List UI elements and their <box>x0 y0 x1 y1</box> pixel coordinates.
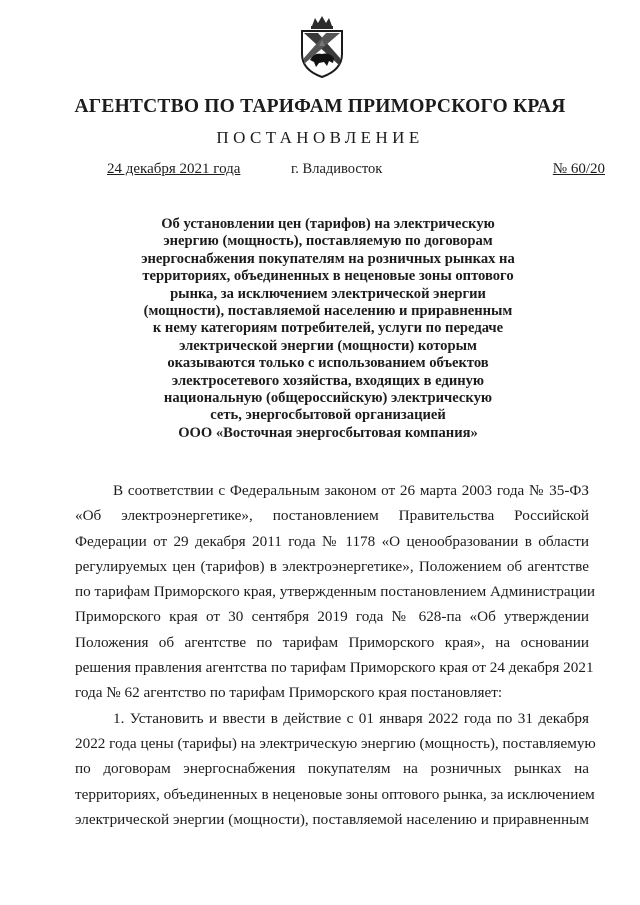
subject-line: к нему категориям потребителей, услуги по передаче <box>152 320 504 337</box>
document-subject <box>140 216 516 442</box>
body-line: по договорам энергоснабжения покупателям на розничных рынках на <box>75 760 589 778</box>
subject-line: территориях, объединенных в неценовые зоны оптового <box>142 268 514 285</box>
body-line: Федерации от 29 декабря 2011 года № 1178 «О ценообразовании в области <box>75 532 589 550</box>
document-body <box>75 478 596 832</box>
body-line: решения правления агентства по тарифам Приморского края от 24 декабря 2021 <box>75 659 594 677</box>
body-line: территориях, объединенных в неценовые зоны оптового рынка, за исключением <box>75 785 595 803</box>
document-number: № 60/20 <box>552 161 605 177</box>
body-line: 2022 года цены (тарифы) на электрическую энергию (мощность), поставляемую <box>75 734 596 752</box>
agency-title: АГЕНТСТВО ПО ТАРИФАМ ПРИМОРСКОГО КРАЯ <box>74 96 566 117</box>
body-line: регулируемых цен (тарифов) в электроэнергетике», Положением об агентстве <box>75 557 589 575</box>
subject-line: рынка, за исключением электрической энергии <box>170 285 486 302</box>
body-line: В соответствии с Федеральным законом от 26 марта 2003 года № 35-ФЗ <box>113 482 589 499</box>
subject-line: энергию (мощность), поставляемую по договорам <box>163 233 493 250</box>
document-city: г. Владивосток <box>291 161 383 177</box>
body-line: Приморского края от 30 сентября 2019 года № 628-па «Об утверждении <box>75 608 589 626</box>
subject-line: сеть, энергосбытовой организацией <box>210 407 446 424</box>
subject-line: национальную (общероссийскую) электрическую <box>163 390 493 407</box>
subject-line: (мощности), поставляемой населению и приравненным <box>143 303 513 320</box>
subject-line: ООО «Восточная энергосбытовая компания» <box>178 424 478 441</box>
subject-line: энергоснабжения покупателям на розничных рынках на <box>141 250 515 267</box>
subject-line: электросетевого хозяйства, входящих в единую <box>171 372 485 389</box>
subject-line: Об установлении цен (тарифов) на электрическую <box>161 216 495 232</box>
body-line: по тарифам Приморского края, утвержденным постановлением Администрации <box>75 583 596 601</box>
body-line: «Об электроэнергетике», постановлением Правительства Российской <box>75 507 589 525</box>
body-line: электрической энергии (мощности), поставляемой населению и приравненным <box>75 810 589 828</box>
document-type: ПОСТАНОВЛЕНИЕ <box>216 128 424 147</box>
body-line: Положения об агентстве по тарифам Приморского края», на основании <box>75 633 589 651</box>
document-date: 24 декабря 2021 года <box>107 161 241 177</box>
subject-line: оказываются только с использованием объектов <box>167 355 489 372</box>
subject-line: электрической энергии (мощности) которым <box>179 337 477 354</box>
body-line: года № 62 агентство по тарифам Приморского края постановляет: <box>75 684 503 702</box>
body-line: 1. Установить и ввести в действие с 01 января 2022 года по 31 декабря <box>113 709 589 727</box>
coat-of-arms-icon <box>298 16 346 78</box>
